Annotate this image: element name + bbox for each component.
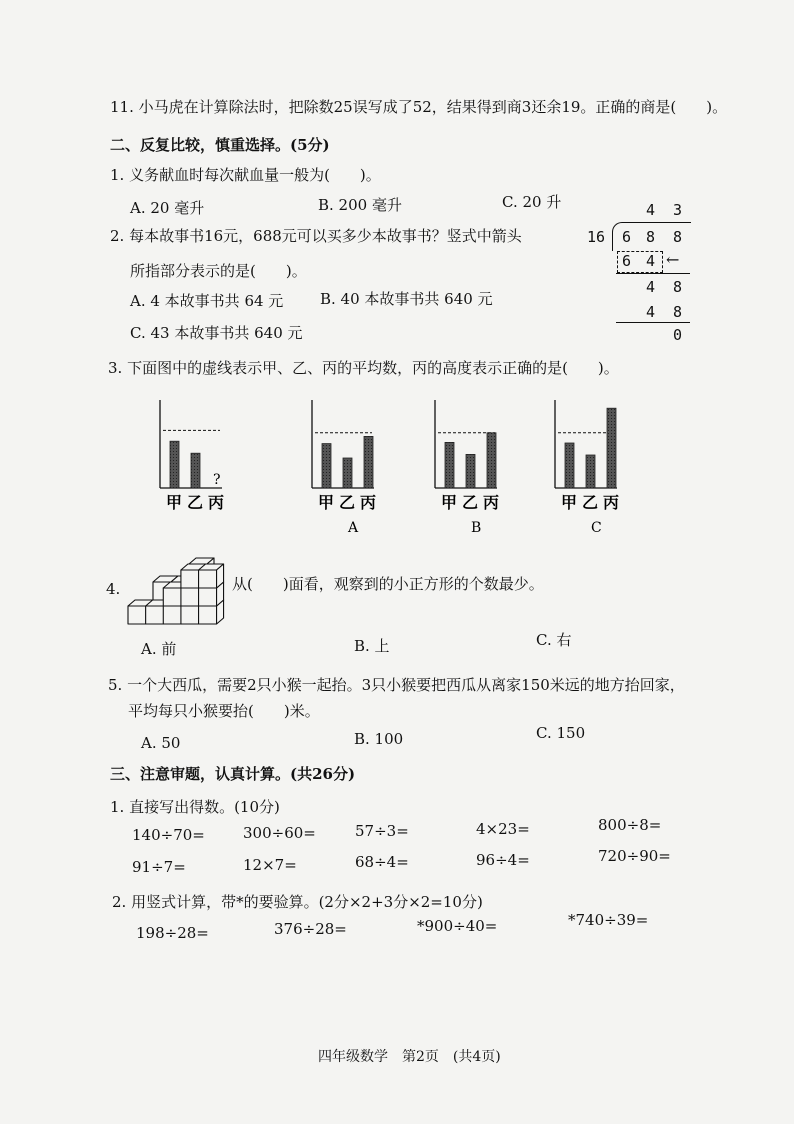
s2-q2-option-c: C. 43 本故事书共 640 元 xyxy=(130,324,303,342)
s2-q4-option-a: A. 前 xyxy=(141,640,177,658)
bar-panel-c xyxy=(555,400,619,536)
bar-label-yi: 乙 xyxy=(339,493,356,512)
step1-digit-2: 4 xyxy=(646,252,656,270)
bar-jia xyxy=(170,441,179,488)
bar-bing xyxy=(487,433,496,488)
cube xyxy=(199,564,224,588)
divisor: 16 xyxy=(587,228,606,246)
vertical-calc-4: *740÷39= xyxy=(568,911,649,929)
s3-q1-stem: 1. 直接写出得数。(10分) xyxy=(110,798,280,816)
s2-q5-stem-line1: 5. 一个大西瓜，需要2只小猴一起抬。3只小猴要把西瓜从离家150米远的地方抬回家， xyxy=(108,676,685,694)
bar-panel-a xyxy=(312,400,376,536)
option-label-c: C xyxy=(591,520,602,536)
section-2-title: 二、反复比较，慎重选择。(5分) xyxy=(110,136,330,154)
s2-q4-number: 4. xyxy=(106,580,121,598)
option-label-a: A xyxy=(348,520,359,536)
division-line-2 xyxy=(616,322,690,323)
step3-digit-2: 8 xyxy=(673,303,683,321)
s2-q5-option-a: A. 50 xyxy=(141,734,181,752)
bar-yi xyxy=(343,458,352,488)
s2-q1-stem: 1. 义务献血时每次献血量一般为( )。 xyxy=(110,166,381,184)
s2-q4-option-c: C. 右 xyxy=(536,631,572,649)
division-line-1 xyxy=(616,273,690,274)
s3-q2-stem: 2. 用竖式计算，带*的要验算。(2分×2+3分×2=10分) xyxy=(112,893,483,911)
s2-q5-option-b: B. 100 xyxy=(354,730,404,748)
bar-diagrams xyxy=(140,370,660,540)
step2-digit-1: 4 xyxy=(646,278,656,296)
dividend-digit-1: 6 xyxy=(622,228,632,246)
s2-q5-stem-line2: 平均每只小猴要抬( )米。 xyxy=(128,702,320,720)
bar-label-yi: 乙 xyxy=(462,493,479,512)
s2-q5-option-c: C. 150 xyxy=(536,724,586,742)
remainder: 0 xyxy=(673,326,683,344)
bar-jia xyxy=(445,442,454,488)
s2-q1-option-c: C. 20 升 xyxy=(502,193,562,211)
section-3-title: 三、注意审题，认真计算。(共26分) xyxy=(110,765,356,783)
step2-digit-2: 8 xyxy=(673,278,683,296)
calc-r1-4: 4×23= xyxy=(476,820,530,838)
calc-r1-3: 57÷3= xyxy=(355,822,409,840)
calc-r2-5: 720÷90= xyxy=(598,847,671,865)
bar-label-yi: 乙 xyxy=(187,493,204,512)
s2-q2-option-a: A. 4 本故事书共 64 元 xyxy=(130,292,284,310)
bar-label-bing: 丙 xyxy=(603,493,620,512)
vertical-calc-2: 376÷28= xyxy=(274,920,347,938)
dividend-digit-3: 8 xyxy=(673,228,683,246)
calc-r2-2: 12×7= xyxy=(243,856,297,874)
s2-q1-option-b: B. 200 毫升 xyxy=(318,196,402,214)
arrow-icon: ← xyxy=(666,250,680,269)
calc-r2-1: 91÷7= xyxy=(132,858,186,876)
s2-q4-option-b: B. 上 xyxy=(354,637,390,655)
bar-label-bing: 丙 xyxy=(483,493,500,512)
calc-r1-1: 140÷70= xyxy=(132,826,205,844)
option-label-b: B xyxy=(471,520,482,536)
bar-label-yi: 乙 xyxy=(582,493,599,512)
s2-q2-stem-line1: 2. 每本故事书16元，688元可以买多少本故事书？竖式中箭头 xyxy=(110,227,522,245)
bar-yi xyxy=(191,453,200,488)
bar-label-jia: 甲 xyxy=(318,493,335,512)
s2-q4-stem: 从( )面看，观察到的小正方形的个数最少。 xyxy=(232,575,544,593)
bar-label-jia: 甲 xyxy=(561,493,578,512)
bar-panel-b xyxy=(435,400,499,536)
bar-label-bing: 丙 xyxy=(208,493,225,512)
bar-bing xyxy=(364,436,373,488)
cube-stack-figure xyxy=(126,544,226,630)
page-footer: 四年级数学 第2页 (共4页) xyxy=(318,1049,501,1065)
bar-yi xyxy=(466,454,475,488)
quotient-digit-1: 4 xyxy=(646,201,656,219)
bar-panel-question xyxy=(160,400,224,512)
bar-yi xyxy=(586,455,595,488)
dividend-digit-2: 8 xyxy=(646,228,656,246)
bar-label-bing: 丙 xyxy=(360,493,377,512)
calc-r2-4: 96÷4= xyxy=(476,851,530,869)
s2-q2-stem-line2: 所指部分表示的是( )。 xyxy=(130,262,307,280)
s2-q2-option-b: B. 40 本故事书共 640 元 xyxy=(320,290,493,308)
question-11: 11. 小马虎在计算除法时，把除数25误写成了52，结果得到商3还余19。正确的商是( )。 xyxy=(110,98,728,116)
quotient-digit-2: 3 xyxy=(673,201,683,219)
s2-q1-option-a: A. 20 毫升 xyxy=(130,199,205,217)
calc-r1-2: 300÷60= xyxy=(243,824,316,842)
bar-bing xyxy=(607,408,616,488)
vertical-calc-1: 198÷28= xyxy=(136,924,209,942)
bar-jia xyxy=(322,444,331,488)
vertical-calc-3: *900÷40= xyxy=(417,917,498,935)
calc-r1-5: 800÷8= xyxy=(598,816,662,834)
bar-label-jia: 甲 xyxy=(441,493,458,512)
step3-digit-1: 4 xyxy=(646,303,656,321)
question-mark: ? xyxy=(213,472,221,488)
bar-label-jia: 甲 xyxy=(166,493,183,512)
s2-q3-stem: 3. 下面图中的虚线表示甲、乙、丙的平均数，丙的高度表示正确的是( )。 xyxy=(108,359,619,377)
calc-r2-3: 68÷4= xyxy=(355,853,409,871)
bar-jia xyxy=(565,443,574,488)
step1-digit-1: 6 xyxy=(622,252,632,270)
